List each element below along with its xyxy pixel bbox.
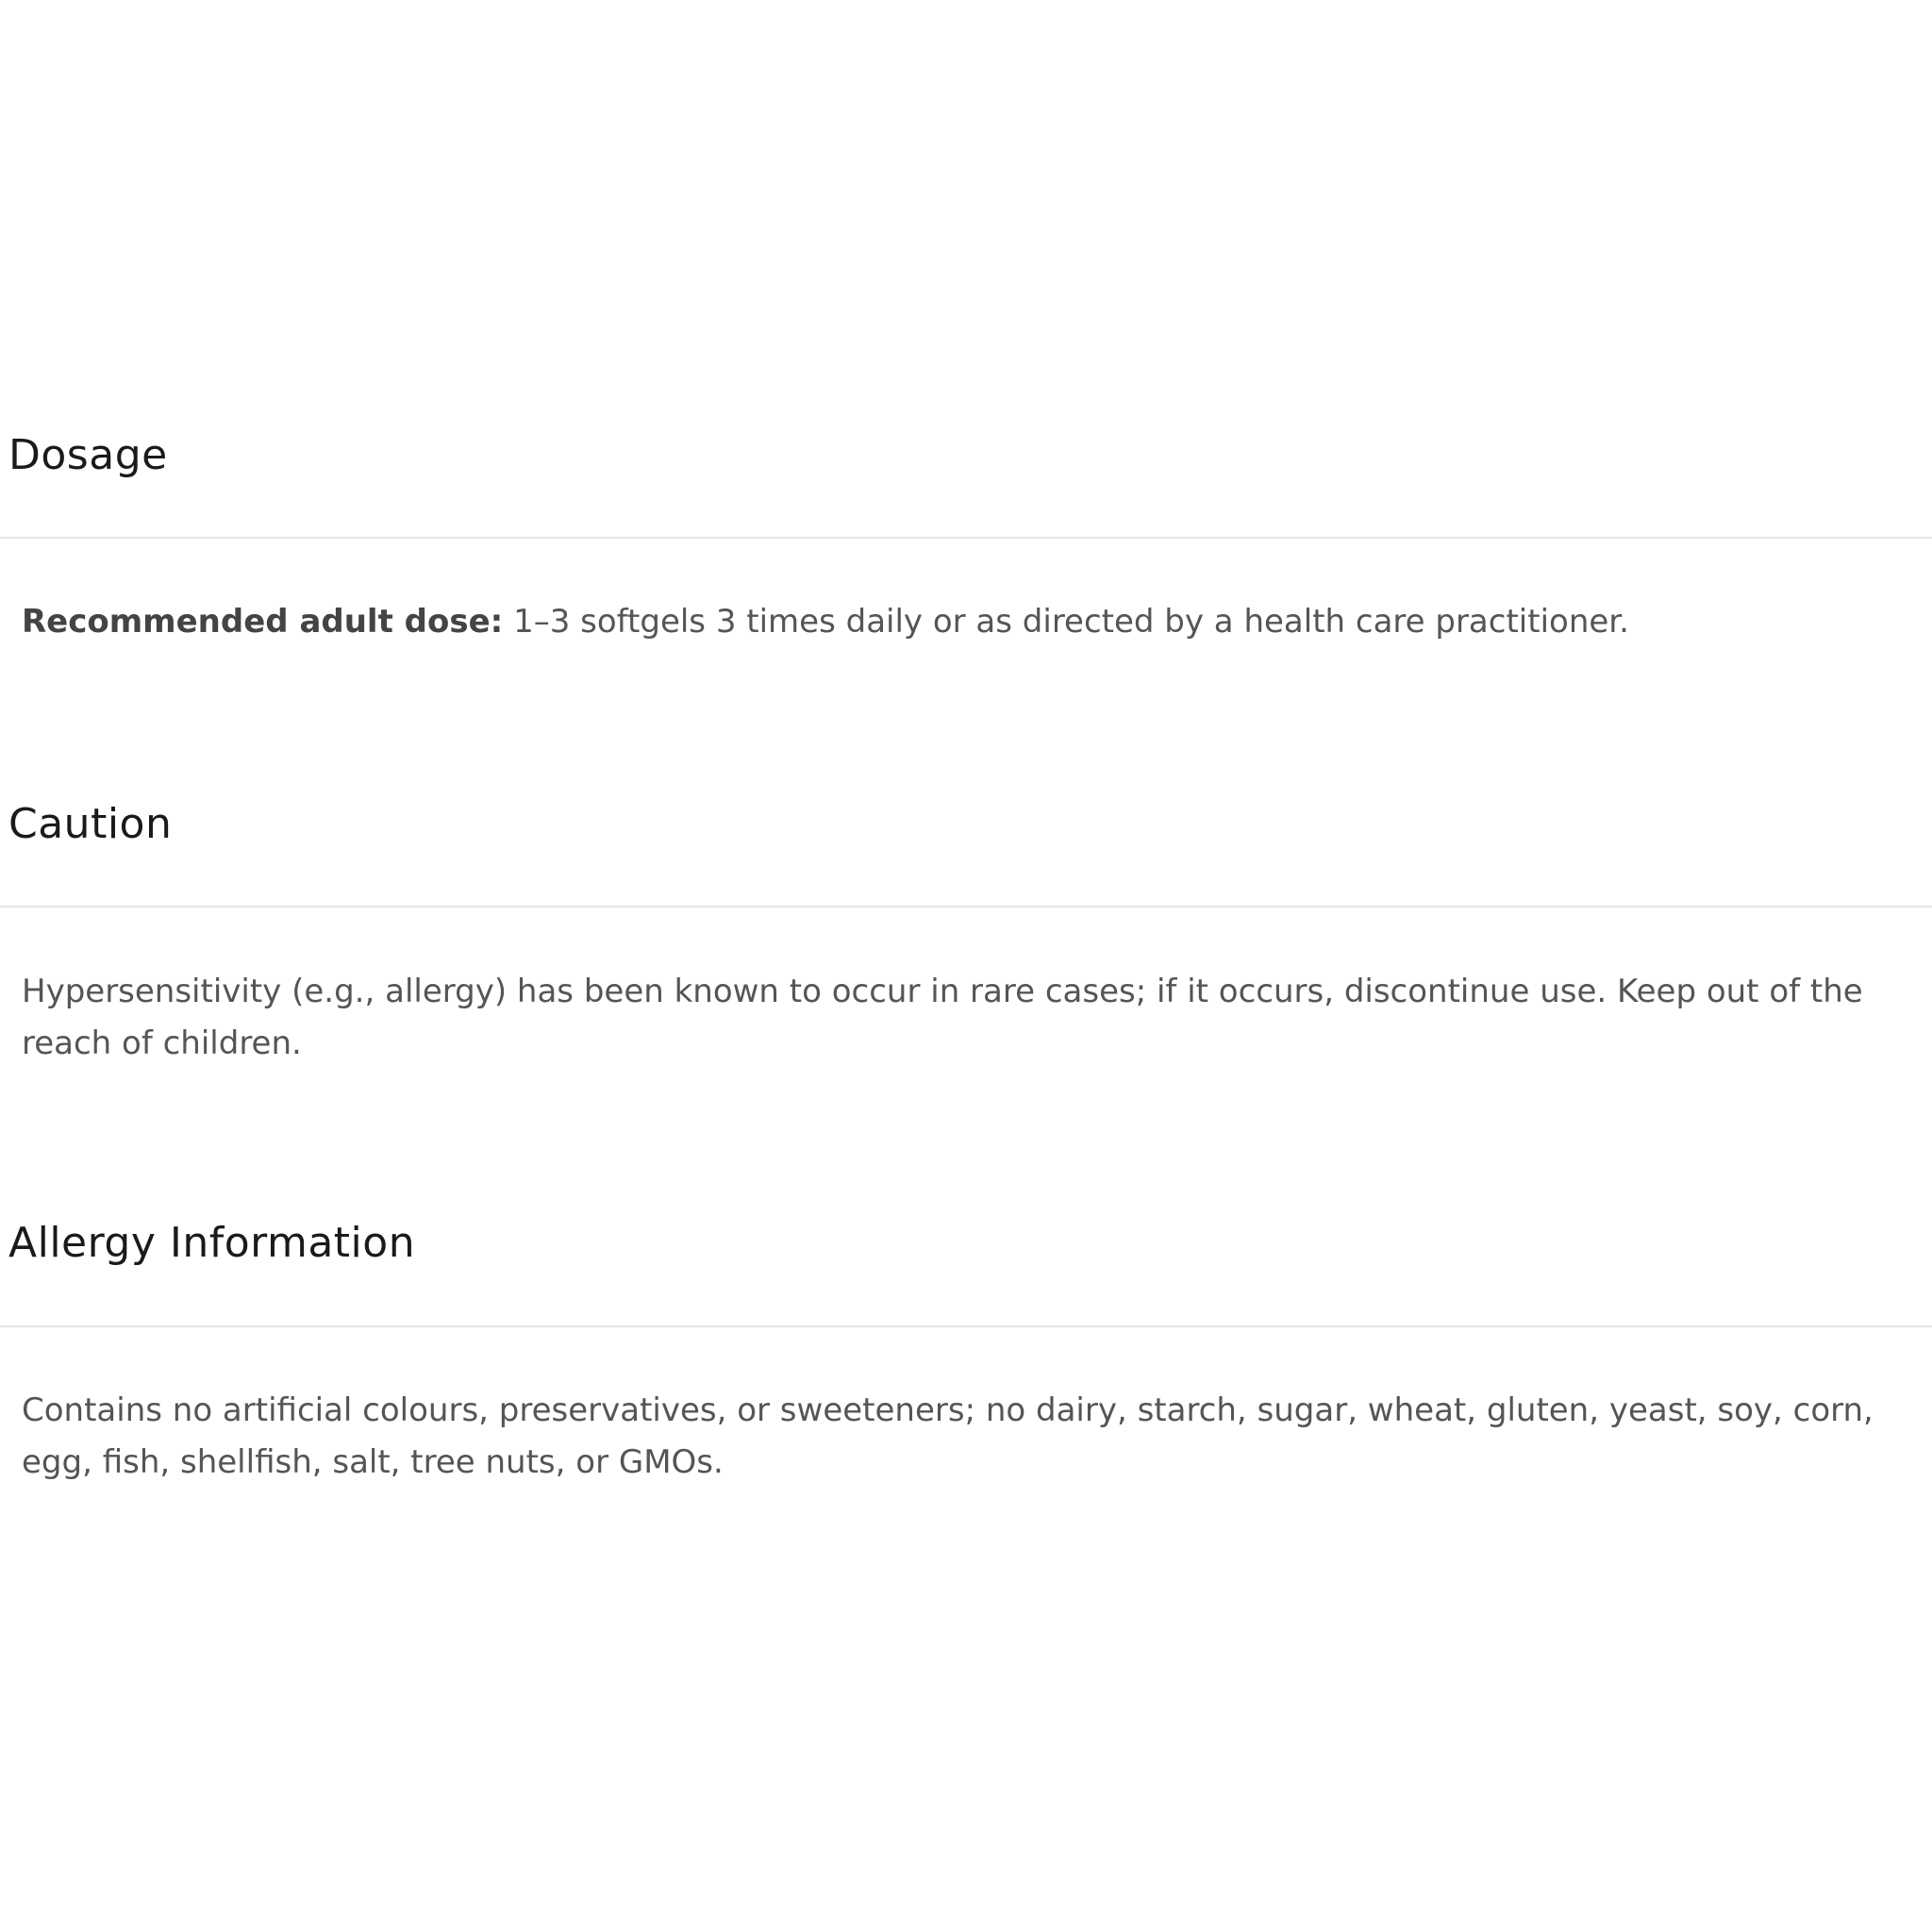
dosage-divider xyxy=(0,537,1932,539)
dosage-text xyxy=(22,596,1918,648)
dosage-instructions: 1–3 softgels 3 times daily or as directed by a health care practitioner. xyxy=(503,603,1629,641)
caution-text: Hypersensitivity (e.g., allergy) has been known to occur in rare cases; if it occurs, discontinue use. Keep out of the reach of children. xyxy=(22,973,1863,1062)
allergy-text: Contains no artificial colours, preservatives, or sweeteners; no dairy, starch, sugar, wheat, gluten, yeast, soy, corn, egg, fish, shellfish, salt, tree nuts, or GMOs. xyxy=(22,1391,1874,1481)
dosage-label: Recommended adult dose: xyxy=(22,603,504,641)
caution-divider xyxy=(0,906,1932,908)
allergy-divider xyxy=(0,1325,1932,1327)
allergy-heading: Allergy Information xyxy=(8,1219,416,1267)
caution-heading: Caution xyxy=(8,800,173,848)
dosage-heading: Dosage xyxy=(8,431,168,479)
